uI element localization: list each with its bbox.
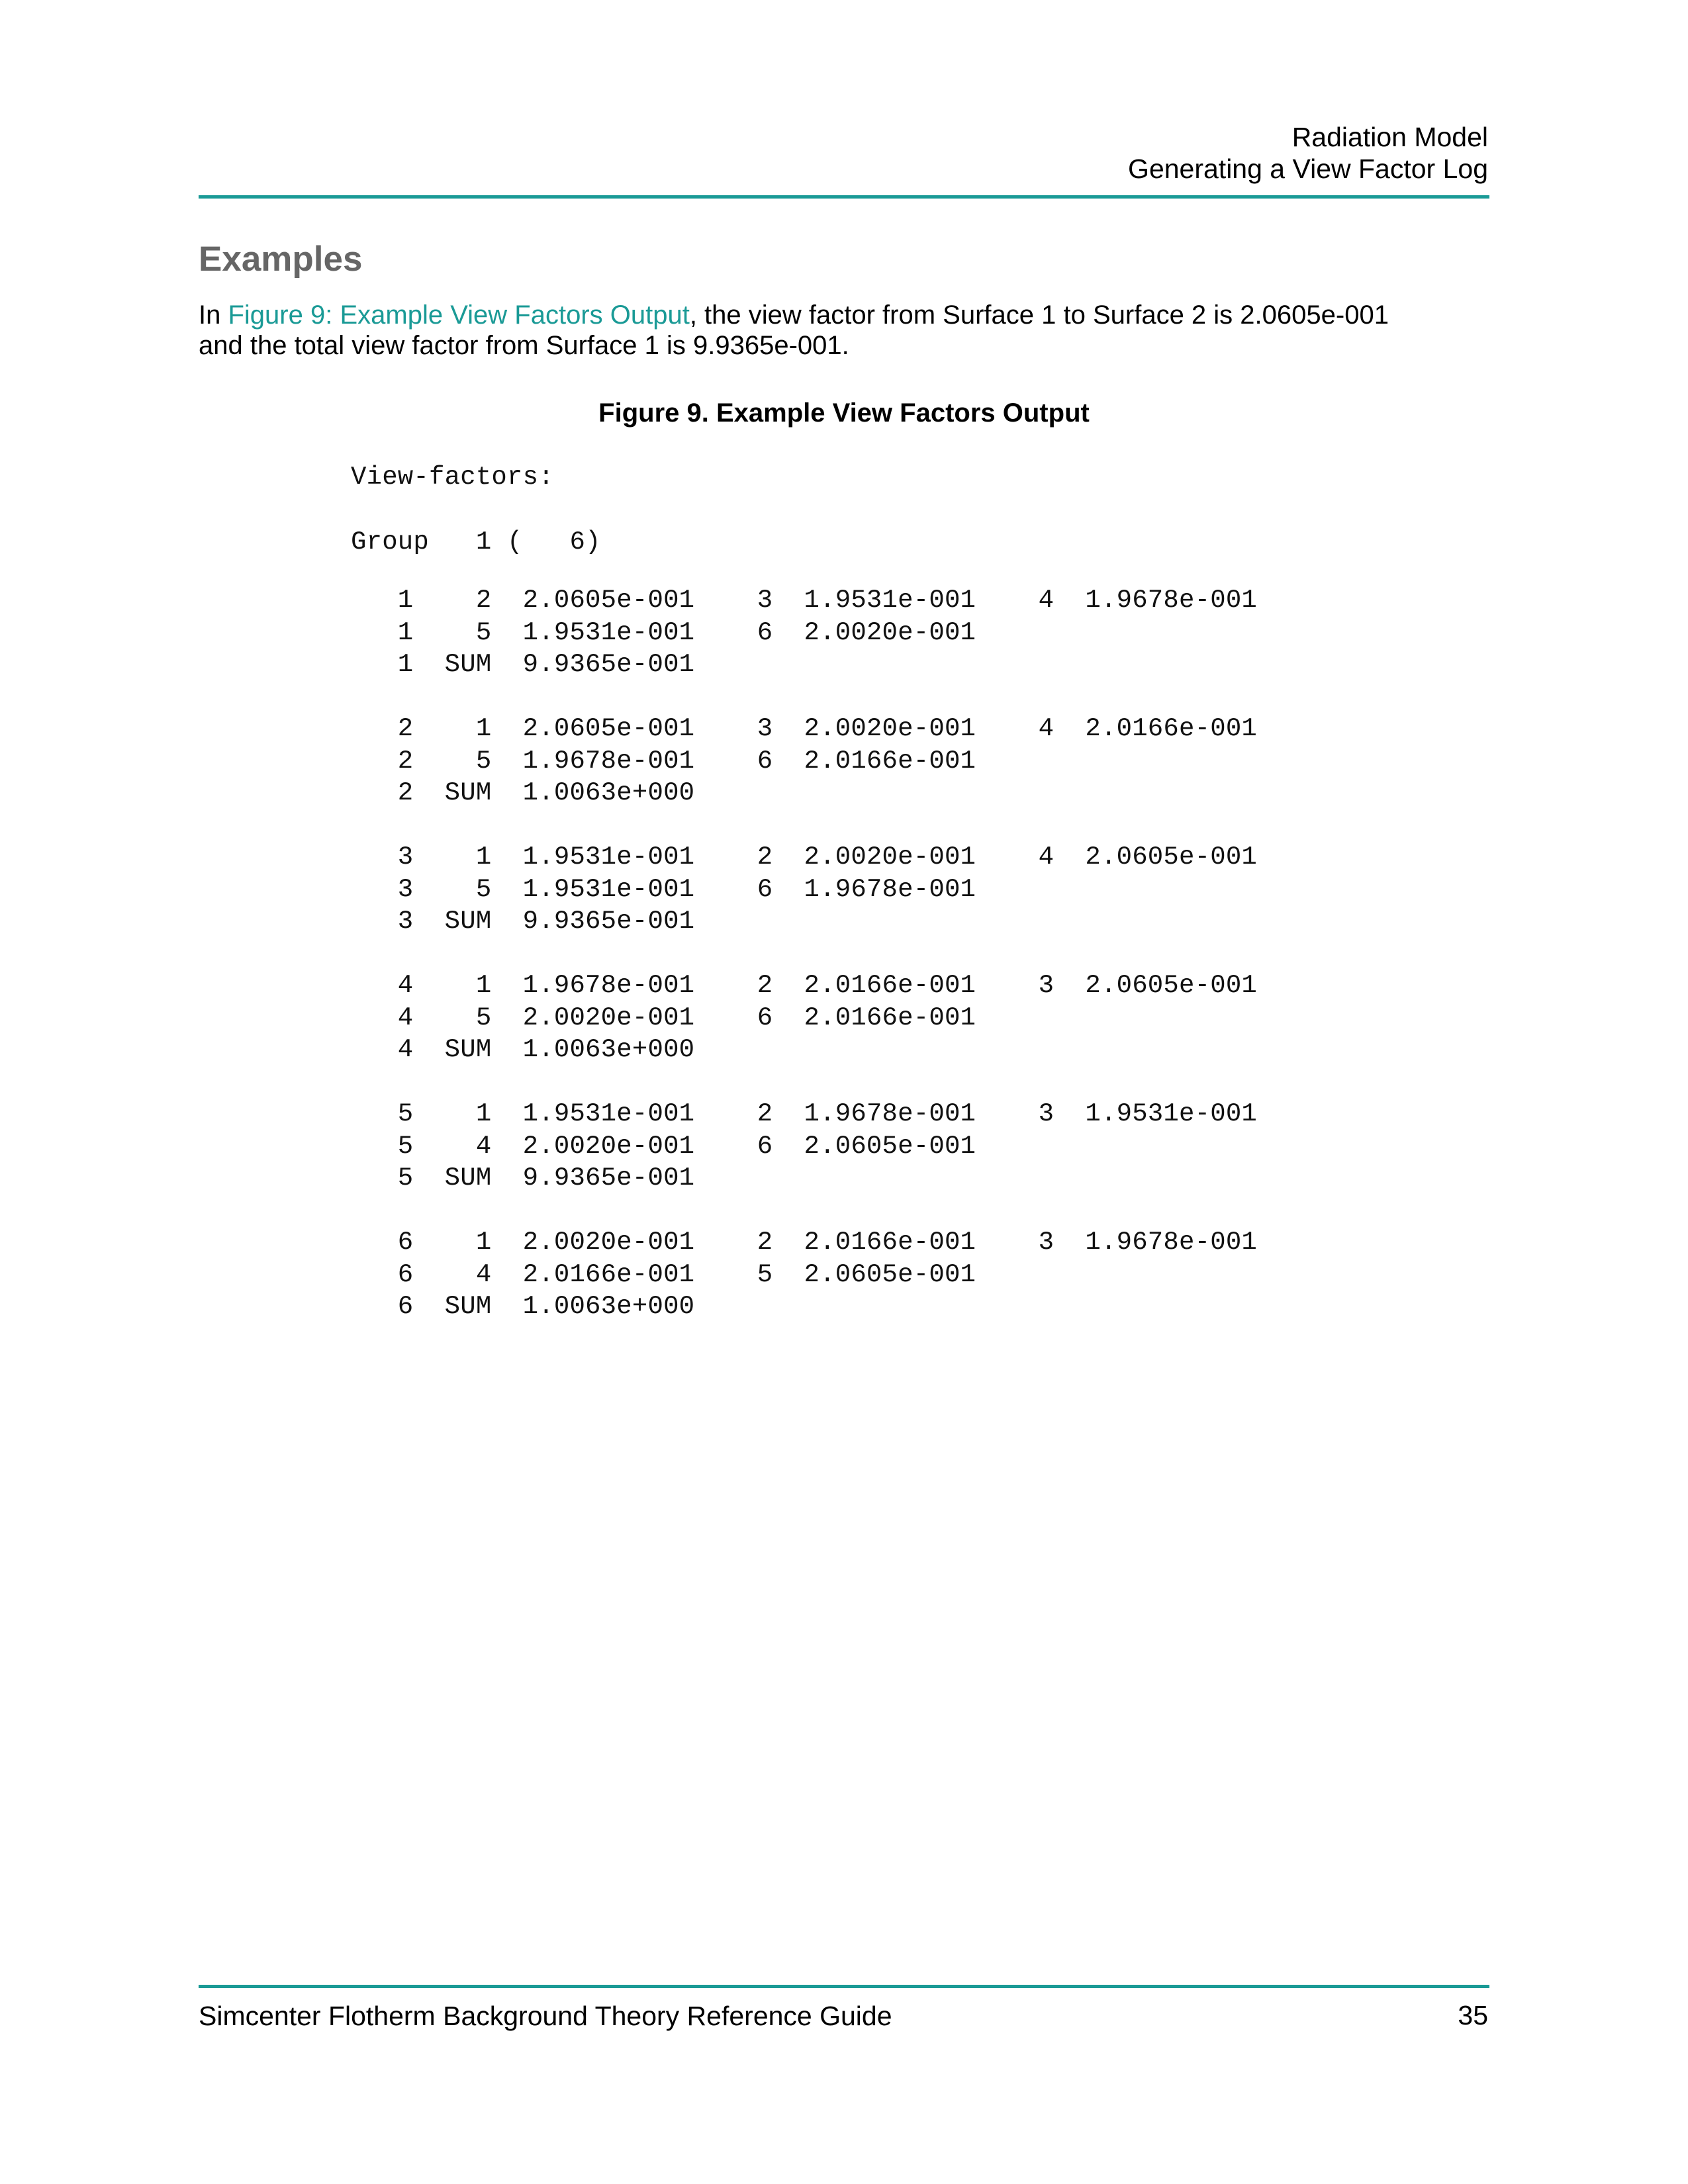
view-factor-row: 6 SUM 1.0063e+000 [351, 1292, 695, 1321]
footer-rule [199, 1985, 1489, 1988]
header-chapter: Radiation Model [1291, 122, 1488, 152]
view-factor-table [351, 584, 1257, 1355]
footer-document-title: Simcenter Flotherm Background Theory Reference Guide [199, 2001, 892, 2031]
paragraph-line-2: and the total view factor from Surface 1 is 9.9365e-001. [199, 331, 849, 360]
view-factor-group [351, 584, 1257, 681]
running-header [199, 121, 1488, 185]
figure-caption: Figure 9. Example View Factors Output [598, 398, 1090, 428]
view-factor-group [351, 970, 1257, 1066]
view-factor-row: 1 SUM 9.9365e-001 [351, 650, 695, 679]
view-factor-row: 3 5 1.9531e-001 6 1.9678e-001 [351, 874, 976, 904]
view-factor-row: 5 1 1.9531e-001 2 1.9678e-001 3 1.9531e-001 [351, 1099, 1258, 1128]
view-factor-row: 1 2 2.0605e-001 3 1.9531e-001 4 1.9678e-001 [351, 586, 1258, 615]
view-factor-row: 1 5 1.9531e-001 6 2.0020e-001 [351, 617, 976, 647]
paragraph-line-1-rest: , the view factor from Surface 1 to Surface 2 is 2.0605e-001 [689, 300, 1389, 330]
view-factor-group [351, 713, 1257, 809]
view-factor-group [351, 1098, 1257, 1195]
view-factor-row: 3 1 1.9531e-001 2 2.0020e-001 4 2.0605e-001 [351, 842, 1258, 872]
page-number: 35 [1458, 2000, 1488, 2030]
view-factor-row: 5 SUM 9.9365e-001 [351, 1163, 695, 1193]
header-section: Generating a View Factor Log [1128, 154, 1488, 184]
view-factor-row: 4 1 1.9678e-001 2 2.0166e-001 3 2.0605e-001 [351, 971, 1258, 1000]
log-group-line: Group 1 ( 6) [351, 527, 601, 557]
section-heading: Examples [199, 240, 363, 279]
view-factor-row: 2 5 1.9678e-001 6 2.0166e-001 [351, 746, 976, 776]
view-factor-row: 5 4 2.0020e-001 6 2.0605e-001 [351, 1131, 976, 1161]
header-rule [199, 195, 1489, 199]
log-title: View-factors: [351, 463, 554, 492]
view-factor-group [351, 1226, 1257, 1323]
paragraph-prefix: In [199, 300, 228, 330]
figure-cross-reference-link[interactable]: Figure 9: Example View Factors Output [228, 300, 690, 330]
view-factor-row: 6 4 2.0166e-001 5 2.0605e-001 [351, 1259, 976, 1289]
view-factor-row: 4 SUM 1.0063e+000 [351, 1035, 695, 1064]
view-factor-row: 2 SUM 1.0063e+000 [351, 778, 695, 807]
view-factor-group [351, 841, 1257, 938]
body-paragraph [199, 300, 1496, 361]
view-factor-row: 2 1 2.0605e-001 3 2.0020e-001 4 2.0166e-001 [351, 714, 1258, 743]
view-factor-row: 6 1 2.0020e-001 2 2.0166e-001 3 1.9678e-001 [351, 1228, 1258, 1257]
view-factor-row: 3 SUM 9.9365e-001 [351, 907, 695, 936]
paragraph-line-1 [199, 300, 1496, 330]
view-factor-row: 4 5 2.0020e-001 6 2.0166e-001 [351, 1003, 976, 1032]
